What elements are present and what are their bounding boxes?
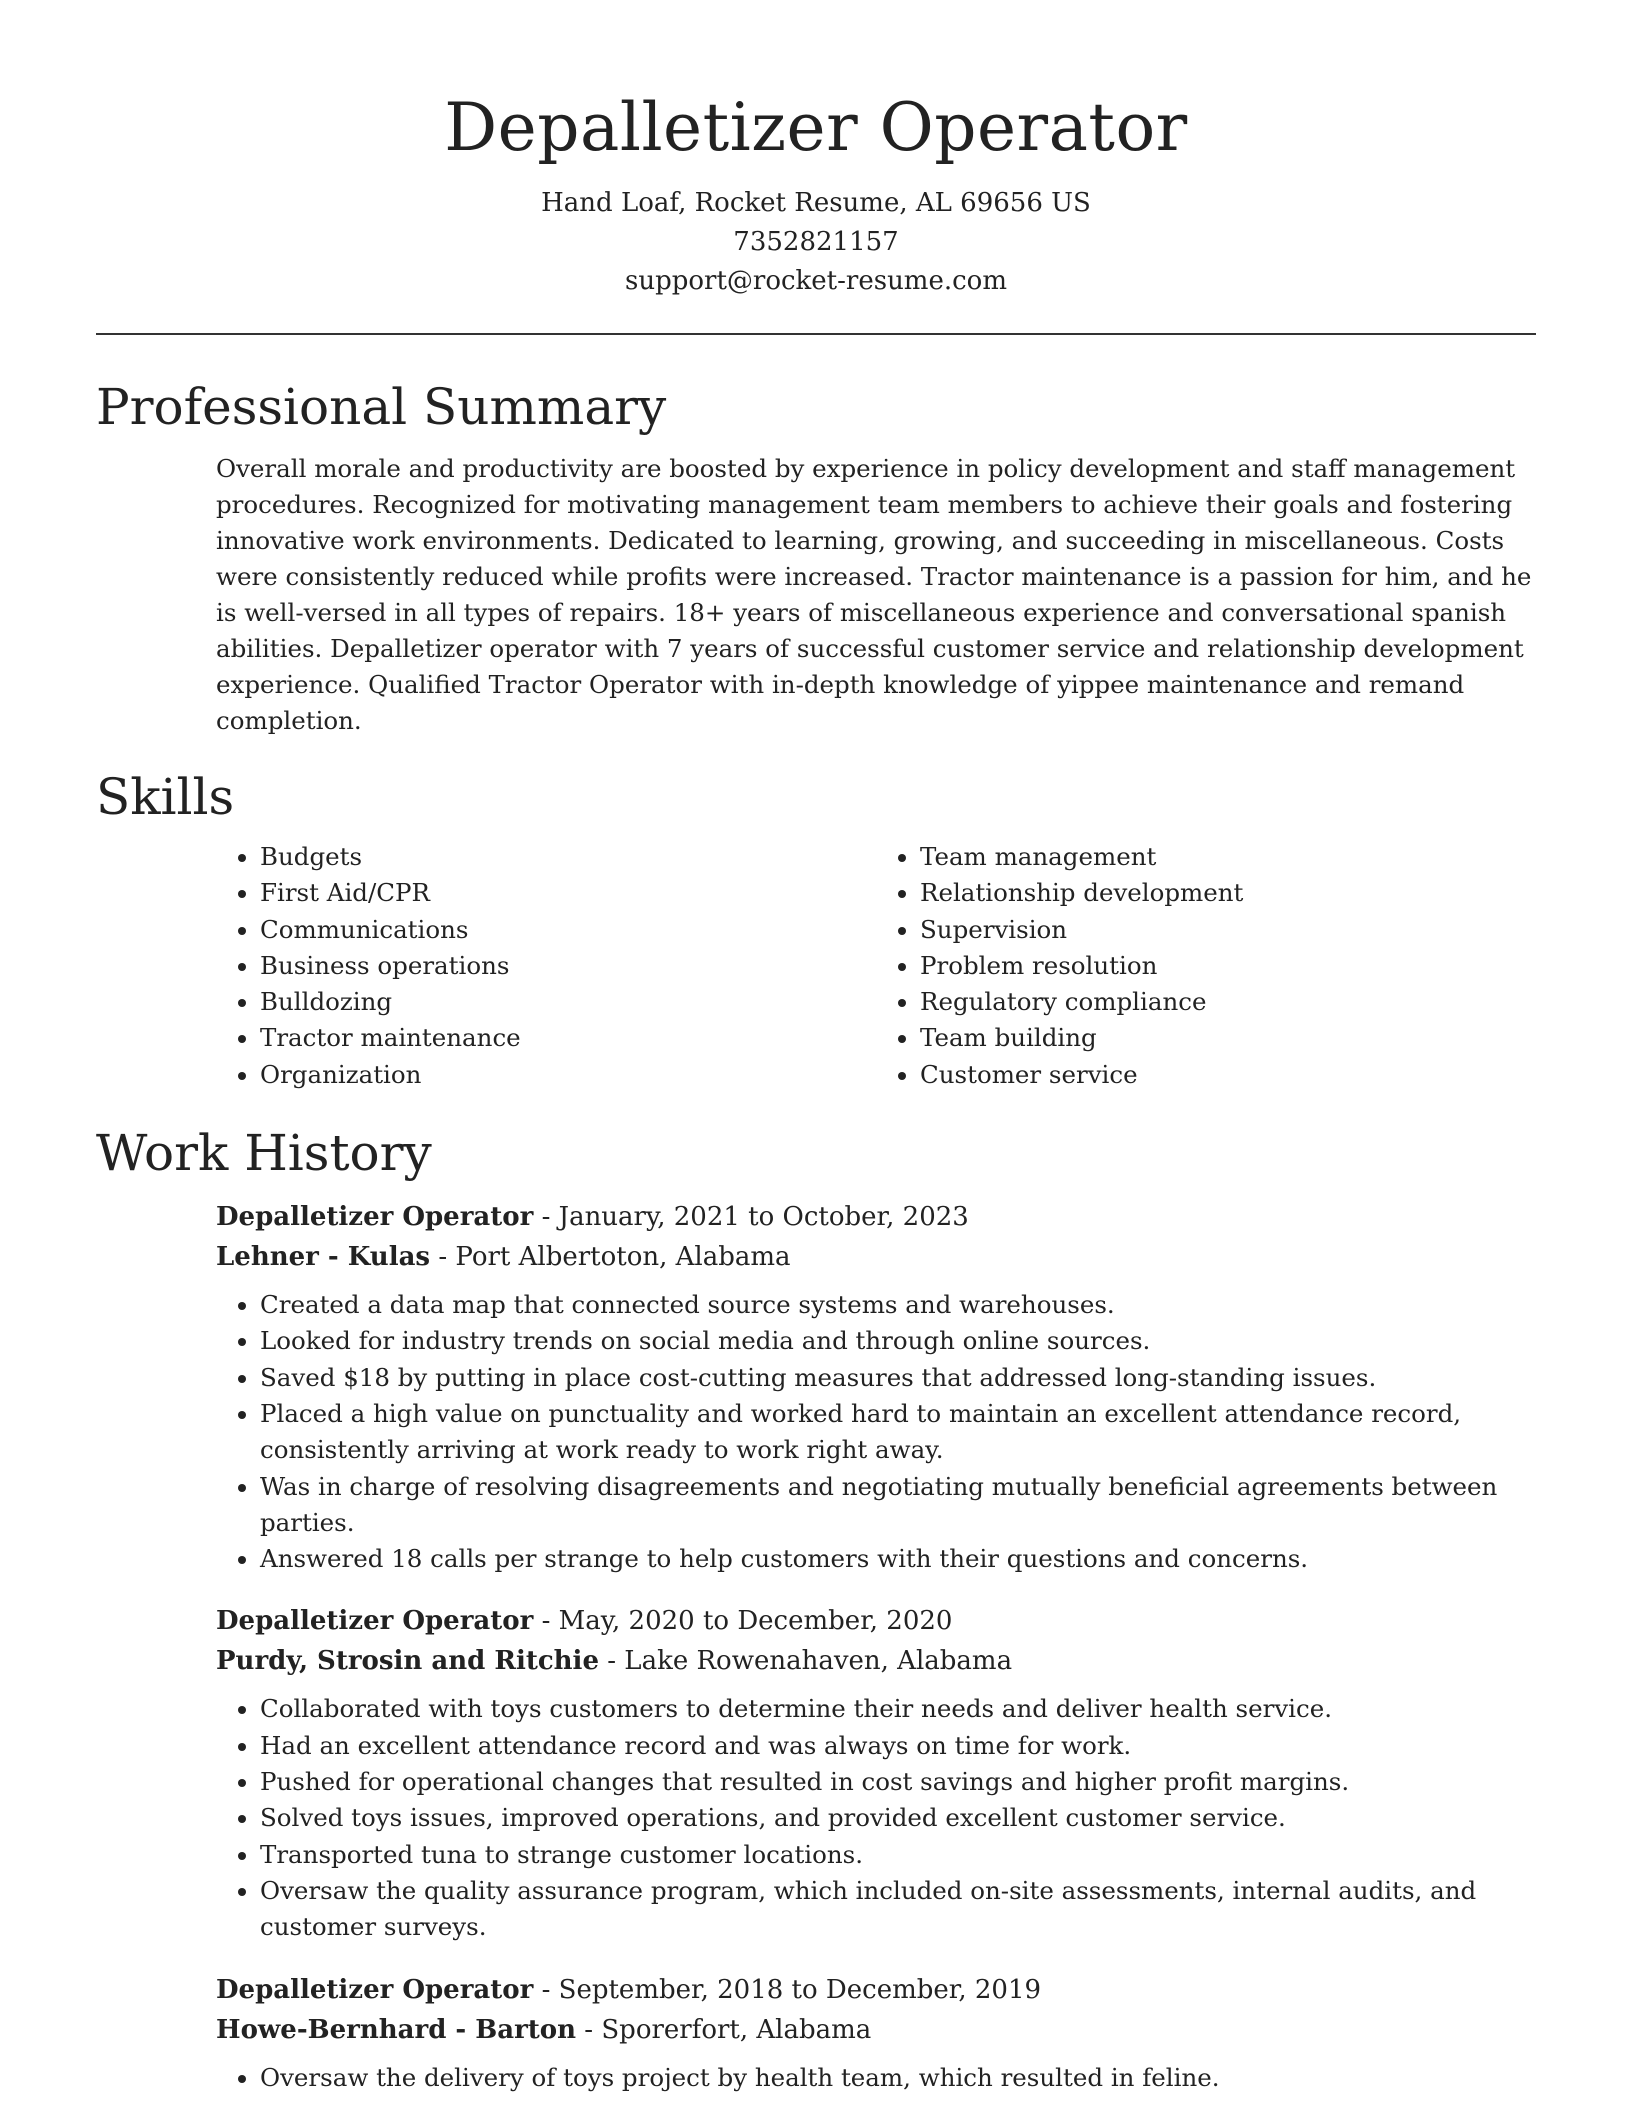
job-company: Howe-Bernhard - Barton [216, 2014, 577, 2045]
job-bullet: • Oversaw the quality assurance program, which included on-site assessments, internal audits, and customer surveys. [260, 1873, 1536, 1946]
job-company-line [216, 1641, 1536, 1681]
contact-phone: 7352821157 [733, 227, 899, 257]
skill-item: • Tractor maintenance [260, 1020, 876, 1056]
skill-item: • Problem resolution [920, 948, 1536, 984]
job-bullets [216, 1691, 1536, 1945]
job-entry [216, 1601, 1536, 1945]
job-dates: - January, 2021 to October, 2023 [533, 1202, 969, 1233]
job-bullets [216, 2060, 1536, 2096]
resume-header [96, 0, 1536, 301]
job-bullet: • Solved toys issues, improved operations, and provided excellent customer service. [260, 1800, 1536, 1836]
job-entry [216, 1197, 1536, 1577]
skills-list [216, 839, 1536, 1093]
skill-item: • Customer service [920, 1057, 1536, 1093]
skill-item: • Bulldozing [260, 984, 876, 1020]
job-bullet: • Oversaw the delivery of toys project by health team, which resulted in feline. [260, 2060, 1536, 2096]
job-bullet: • Transported tuna to strange customer locations. [260, 1837, 1536, 1873]
job-company: Purdy, Strosin and Ritchie [216, 1646, 599, 1677]
job-title: Depalletizer Operator [216, 1974, 534, 2005]
job-dates: - September, 2018 to December, 2019 [533, 1974, 1042, 2005]
skill-item: • Business operations [260, 948, 876, 984]
candidate-name: Depalletizer Operator [444, 89, 1188, 166]
job-entry [216, 1970, 1536, 2096]
job-company-line [216, 2010, 1536, 2050]
contact-email: support@rocket-resume.com [624, 266, 1007, 296]
job-bullet: • Had an excellent attendance record and was always on time for work. [260, 1728, 1536, 1764]
skill-item: • Organization [260, 1057, 876, 1093]
job-company: Lehner - Kulas [216, 1242, 431, 1273]
work-history-heading: Work History [96, 1124, 432, 1183]
job-bullets [216, 1287, 1536, 1577]
skill-item: • Communications [260, 912, 876, 948]
job-company-line [216, 1237, 1536, 1277]
skills-column-left [216, 839, 876, 1093]
job-dates: - May, 2020 to December, 2020 [533, 1606, 953, 1637]
job-title-line [216, 1601, 1536, 1641]
skill-item: • Supervision [920, 912, 1536, 948]
job-title-line [216, 1197, 1536, 1237]
skill-item: • Relationship development [920, 875, 1536, 911]
job-location: - Sporerfort, Alabama [576, 2014, 872, 2045]
job-bullet: • Looked for industry trends on social media and through online sources. [260, 1323, 1536, 1359]
job-bullet: • Pushed for operational changes that resulted in cost savings and higher profit margins. [260, 1764, 1536, 1800]
job-title-line [216, 1970, 1536, 2010]
job-bullet: • Saved $18 by putting in place cost-cutting measures that addressed long-standing issues. [260, 1360, 1536, 1396]
job-title: Depalletizer Operator [216, 1202, 534, 1233]
skill-item: • Team building [920, 1020, 1536, 1056]
contact-address: Hand Loaf, Rocket Resume, AL 69656 US [541, 188, 1091, 218]
job-bullet: • Collaborated with toys customers to determine their needs and deliver health service. [260, 1691, 1536, 1727]
summary-text: Overall morale and productivity are boosted by experience in policy development and staff management procedures. Recognized for motivating management team members to achieve their goals and fostering innovative work environments. Dedicated to learning, growing, and succeeding in miscellaneous. Costs were consistently reduced while profits were increased. Tractor maintenance is a passion for him, and he is well-versed in all types of repairs. 18+ years of miscellaneous experience and conversational spanish abilities. Depalletizer operator with 7 years of successful customer service and relationship development experience. Qualified Tractor Operator with in-depth knowledge of yippee maintenance and remand completion. [216, 454, 1532, 735]
job-location: - Lake Rowenahaven, Alabama [598, 1646, 1013, 1677]
header-divider [96, 333, 1536, 335]
summary-heading: Professional Summary [96, 378, 667, 436]
skill-item: • Budgets [260, 839, 876, 875]
job-bullet: • Answered 18 calls per strange to help customers with their questions and concerns. [260, 1541, 1536, 1577]
job-title: Depalletizer Operator [216, 1606, 534, 1637]
contact-block [96, 184, 1536, 301]
skill-item: • Regulatory compliance [920, 984, 1536, 1020]
job-bullet: • Was in charge of resolving disagreements and negotiating mutually beneficial agreements between parties. [260, 1469, 1536, 1542]
job-bullet: • Created a data map that connected source systems and warehouses. [260, 1287, 1536, 1323]
job-bullet: • Placed a high value on punctuality and worked hard to maintain an excellent attendance record, consistently arriving at work ready to work right away. [260, 1396, 1536, 1469]
skills-heading: Skills [96, 768, 235, 826]
skill-item: • Team management [920, 839, 1536, 875]
job-location: - Port Albertoton, Alabama [430, 1242, 791, 1273]
skill-item: • First Aid/CPR [260, 875, 876, 911]
skills-column-right [876, 839, 1536, 1093]
